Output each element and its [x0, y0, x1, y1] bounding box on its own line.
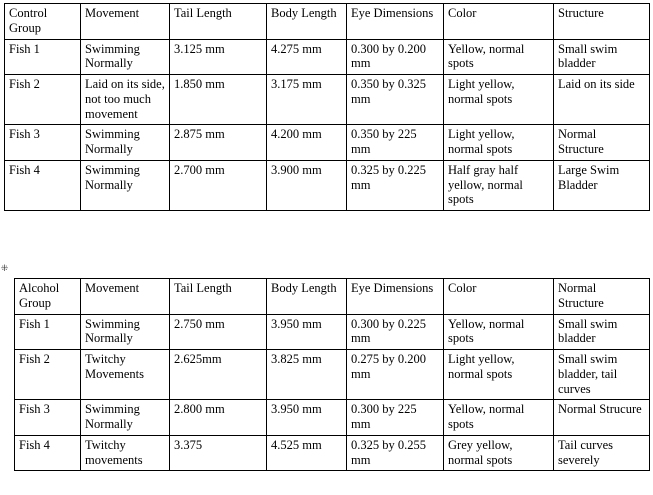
cell-eye-dimensions	[347, 39, 444, 75]
cell-text: Fish 4	[9, 162, 40, 177]
cell-text: 3.825 mm	[271, 352, 322, 366]
cell-text: Normal Structure	[558, 127, 604, 156]
cell-body-length	[267, 350, 347, 400]
cell-structure	[554, 75, 650, 125]
cell-text: 3.950 mm	[271, 316, 322, 331]
cell-tail-length	[170, 125, 267, 161]
cell-text: Large Swim Bladder	[558, 162, 620, 192]
cell-text: 2.700 mm	[174, 162, 225, 177]
cell-text: Fish 2	[9, 77, 40, 91]
cell-tail-length	[170, 350, 267, 400]
cell-text: 0.325 by 0.255 mm	[351, 437, 426, 467]
cell-text: Swimming Normally	[85, 127, 140, 156]
header-text: Eye Dimensions	[351, 281, 434, 295]
header-text: Tail Length	[174, 281, 232, 295]
cell-text: 0.300 by 225 mm	[351, 402, 417, 431]
cell-text: 0.350 by 225 mm	[351, 127, 417, 156]
cell-text: 3.375	[174, 437, 203, 452]
cell-tail-length	[170, 39, 267, 75]
cell-structure	[554, 400, 650, 436]
cell-structure	[554, 435, 650, 471]
cell-text: 3.175 mm	[271, 77, 322, 91]
cell-color	[444, 350, 554, 400]
header-text: Color	[448, 281, 477, 295]
cell-tail-length	[170, 435, 267, 471]
cell-text: Small swim bladder, tail curves	[558, 352, 618, 396]
cell-text: 3.900 mm	[271, 162, 322, 177]
cell-tail-length	[170, 160, 267, 210]
header-text: Movement	[85, 6, 140, 20]
header-text: Alcohol Group	[19, 281, 60, 310]
cell-text: Light yellow, normal spots	[448, 127, 515, 156]
header-text: Body Length	[271, 6, 337, 20]
cell-text: 0.350 by 0.325 mm	[351, 77, 426, 106]
row-label	[5, 125, 81, 161]
cell-structure	[554, 350, 650, 400]
column-header-tail-length	[170, 279, 267, 315]
control-group-table	[4, 3, 650, 211]
header-text: Normal Structure	[558, 281, 604, 310]
header-text: Body Length	[271, 281, 337, 295]
cell-text: 2.800 mm	[174, 402, 225, 417]
column-header-movement	[81, 279, 170, 315]
cell-text: Fish 4	[19, 437, 50, 452]
cell-tail-length	[170, 75, 267, 125]
cell-movement	[81, 125, 170, 161]
alcohol-group-table	[14, 278, 650, 471]
row-label	[15, 314, 81, 350]
table-row	[5, 160, 650, 210]
cell-text: 0.275 by 0.200 mm	[351, 352, 426, 381]
cell-text: Small swim bladder	[558, 41, 618, 71]
table-row	[15, 400, 650, 436]
cell-tail-length	[170, 314, 267, 350]
cell-text: Fish 1	[9, 41, 40, 56]
header-text: Movement	[85, 281, 140, 295]
cell-text: Half gray half yellow, normal spots	[448, 162, 523, 207]
column-header-group	[5, 4, 81, 40]
cell-text: 4.200 mm	[271, 127, 322, 142]
section-break-icon: ⁜	[0, 264, 9, 274]
column-header-eye-dimensions	[347, 4, 444, 40]
table-row	[5, 75, 650, 125]
column-header-body-length	[267, 279, 347, 315]
cell-text: 3.950 mm	[271, 402, 322, 417]
cell-color	[444, 314, 554, 350]
cell-color	[444, 75, 554, 125]
cell-text: Fish 3	[9, 127, 40, 142]
table-row	[15, 314, 650, 350]
column-header-structure	[554, 4, 650, 40]
column-header-color	[444, 279, 554, 315]
cell-text: 0.325 by 0.225 mm	[351, 162, 426, 192]
cell-text: Light yellow, normal spots	[448, 77, 515, 106]
cell-text: 0.300 by 0.200 mm	[351, 41, 426, 71]
header-text: Color	[448, 6, 477, 20]
table-header-row	[15, 279, 650, 315]
cell-body-length	[267, 39, 347, 75]
cell-movement	[81, 350, 170, 400]
table-row	[5, 125, 650, 161]
cell-text: Swimming Normally	[85, 402, 140, 431]
cell-color	[444, 160, 554, 210]
column-header-color	[444, 4, 554, 40]
cell-eye-dimensions	[347, 125, 444, 161]
cell-body-length	[267, 400, 347, 436]
cell-text: 2.625mm	[174, 352, 222, 366]
row-label	[5, 160, 81, 210]
cell-text: 1.850 mm	[174, 77, 225, 91]
cell-movement	[81, 314, 170, 350]
cell-text: Swimming Normally	[85, 316, 140, 346]
cell-text: 3.125 mm	[174, 41, 225, 56]
cell-text: Swimming Normally	[85, 162, 140, 192]
column-header-tail-length	[170, 4, 267, 40]
cell-text: Small swim bladder	[558, 316, 618, 346]
cell-body-length	[267, 75, 347, 125]
cell-text: Normal Strucure	[558, 402, 642, 417]
table-row	[15, 350, 650, 400]
cell-color	[444, 39, 554, 75]
column-header-movement	[81, 4, 170, 40]
cell-text: Twitchy Movements	[85, 352, 145, 381]
cell-text: Yellow, normal spots	[448, 402, 525, 431]
cell-eye-dimensions	[347, 350, 444, 400]
cell-color	[444, 435, 554, 471]
cell-eye-dimensions	[347, 75, 444, 125]
cell-movement	[81, 400, 170, 436]
header-text: Eye Dimensions	[351, 6, 434, 20]
row-label	[15, 435, 81, 471]
cell-text: Yellow, normal spots	[448, 316, 525, 346]
cell-text: Tail curves severely	[558, 437, 614, 467]
cell-text: Laid on its side, not too much movement	[85, 77, 165, 121]
row-label	[15, 350, 81, 400]
cell-text: Fish 1	[19, 316, 50, 331]
column-header-structure	[554, 279, 650, 315]
cell-text: 4.275 mm	[271, 41, 322, 56]
header-text: Structure	[558, 6, 604, 20]
cell-text: 0.300 by 0.225 mm	[351, 316, 426, 346]
cell-text: Laid on its side	[558, 77, 635, 91]
cell-structure	[554, 160, 650, 210]
cell-text: 2.875 mm	[174, 127, 225, 142]
cell-text: Fish 2	[19, 352, 50, 366]
cell-body-length	[267, 314, 347, 350]
cell-text: Light yellow, normal spots	[448, 352, 515, 381]
cell-color	[444, 400, 554, 436]
cell-eye-dimensions	[347, 314, 444, 350]
cell-text: Yellow, normal spots	[448, 41, 525, 71]
cell-tail-length	[170, 400, 267, 436]
cell-text: Grey yellow, normal spots	[448, 437, 513, 467]
cell-eye-dimensions	[347, 160, 444, 210]
cell-movement	[81, 435, 170, 471]
cell-text: Twitchy movements	[85, 437, 143, 467]
column-header-group	[15, 279, 81, 315]
row-label	[5, 39, 81, 75]
header-text: Tail Length	[174, 6, 232, 20]
cell-eye-dimensions	[347, 435, 444, 471]
cell-structure	[554, 125, 650, 161]
cell-structure	[554, 39, 650, 75]
cell-text: Fish 3	[19, 402, 50, 417]
table-row	[5, 39, 650, 75]
column-header-eye-dimensions	[347, 279, 444, 315]
cell-text: 2.750 mm	[174, 316, 225, 331]
cell-eye-dimensions	[347, 400, 444, 436]
row-label	[15, 400, 81, 436]
header-text: Control Group	[9, 6, 48, 35]
table-row	[15, 435, 650, 471]
row-label	[5, 75, 81, 125]
column-header-body-length	[267, 4, 347, 40]
cell-movement	[81, 39, 170, 75]
cell-movement	[81, 160, 170, 210]
cell-color	[444, 125, 554, 161]
cell-body-length	[267, 160, 347, 210]
cell-body-length	[267, 435, 347, 471]
cell-text: 4.525 mm	[271, 437, 322, 452]
cell-text: Swimming Normally	[85, 41, 140, 71]
cell-movement	[81, 75, 170, 125]
table-header-row	[5, 4, 650, 40]
cell-structure	[554, 314, 650, 350]
cell-body-length	[267, 125, 347, 161]
